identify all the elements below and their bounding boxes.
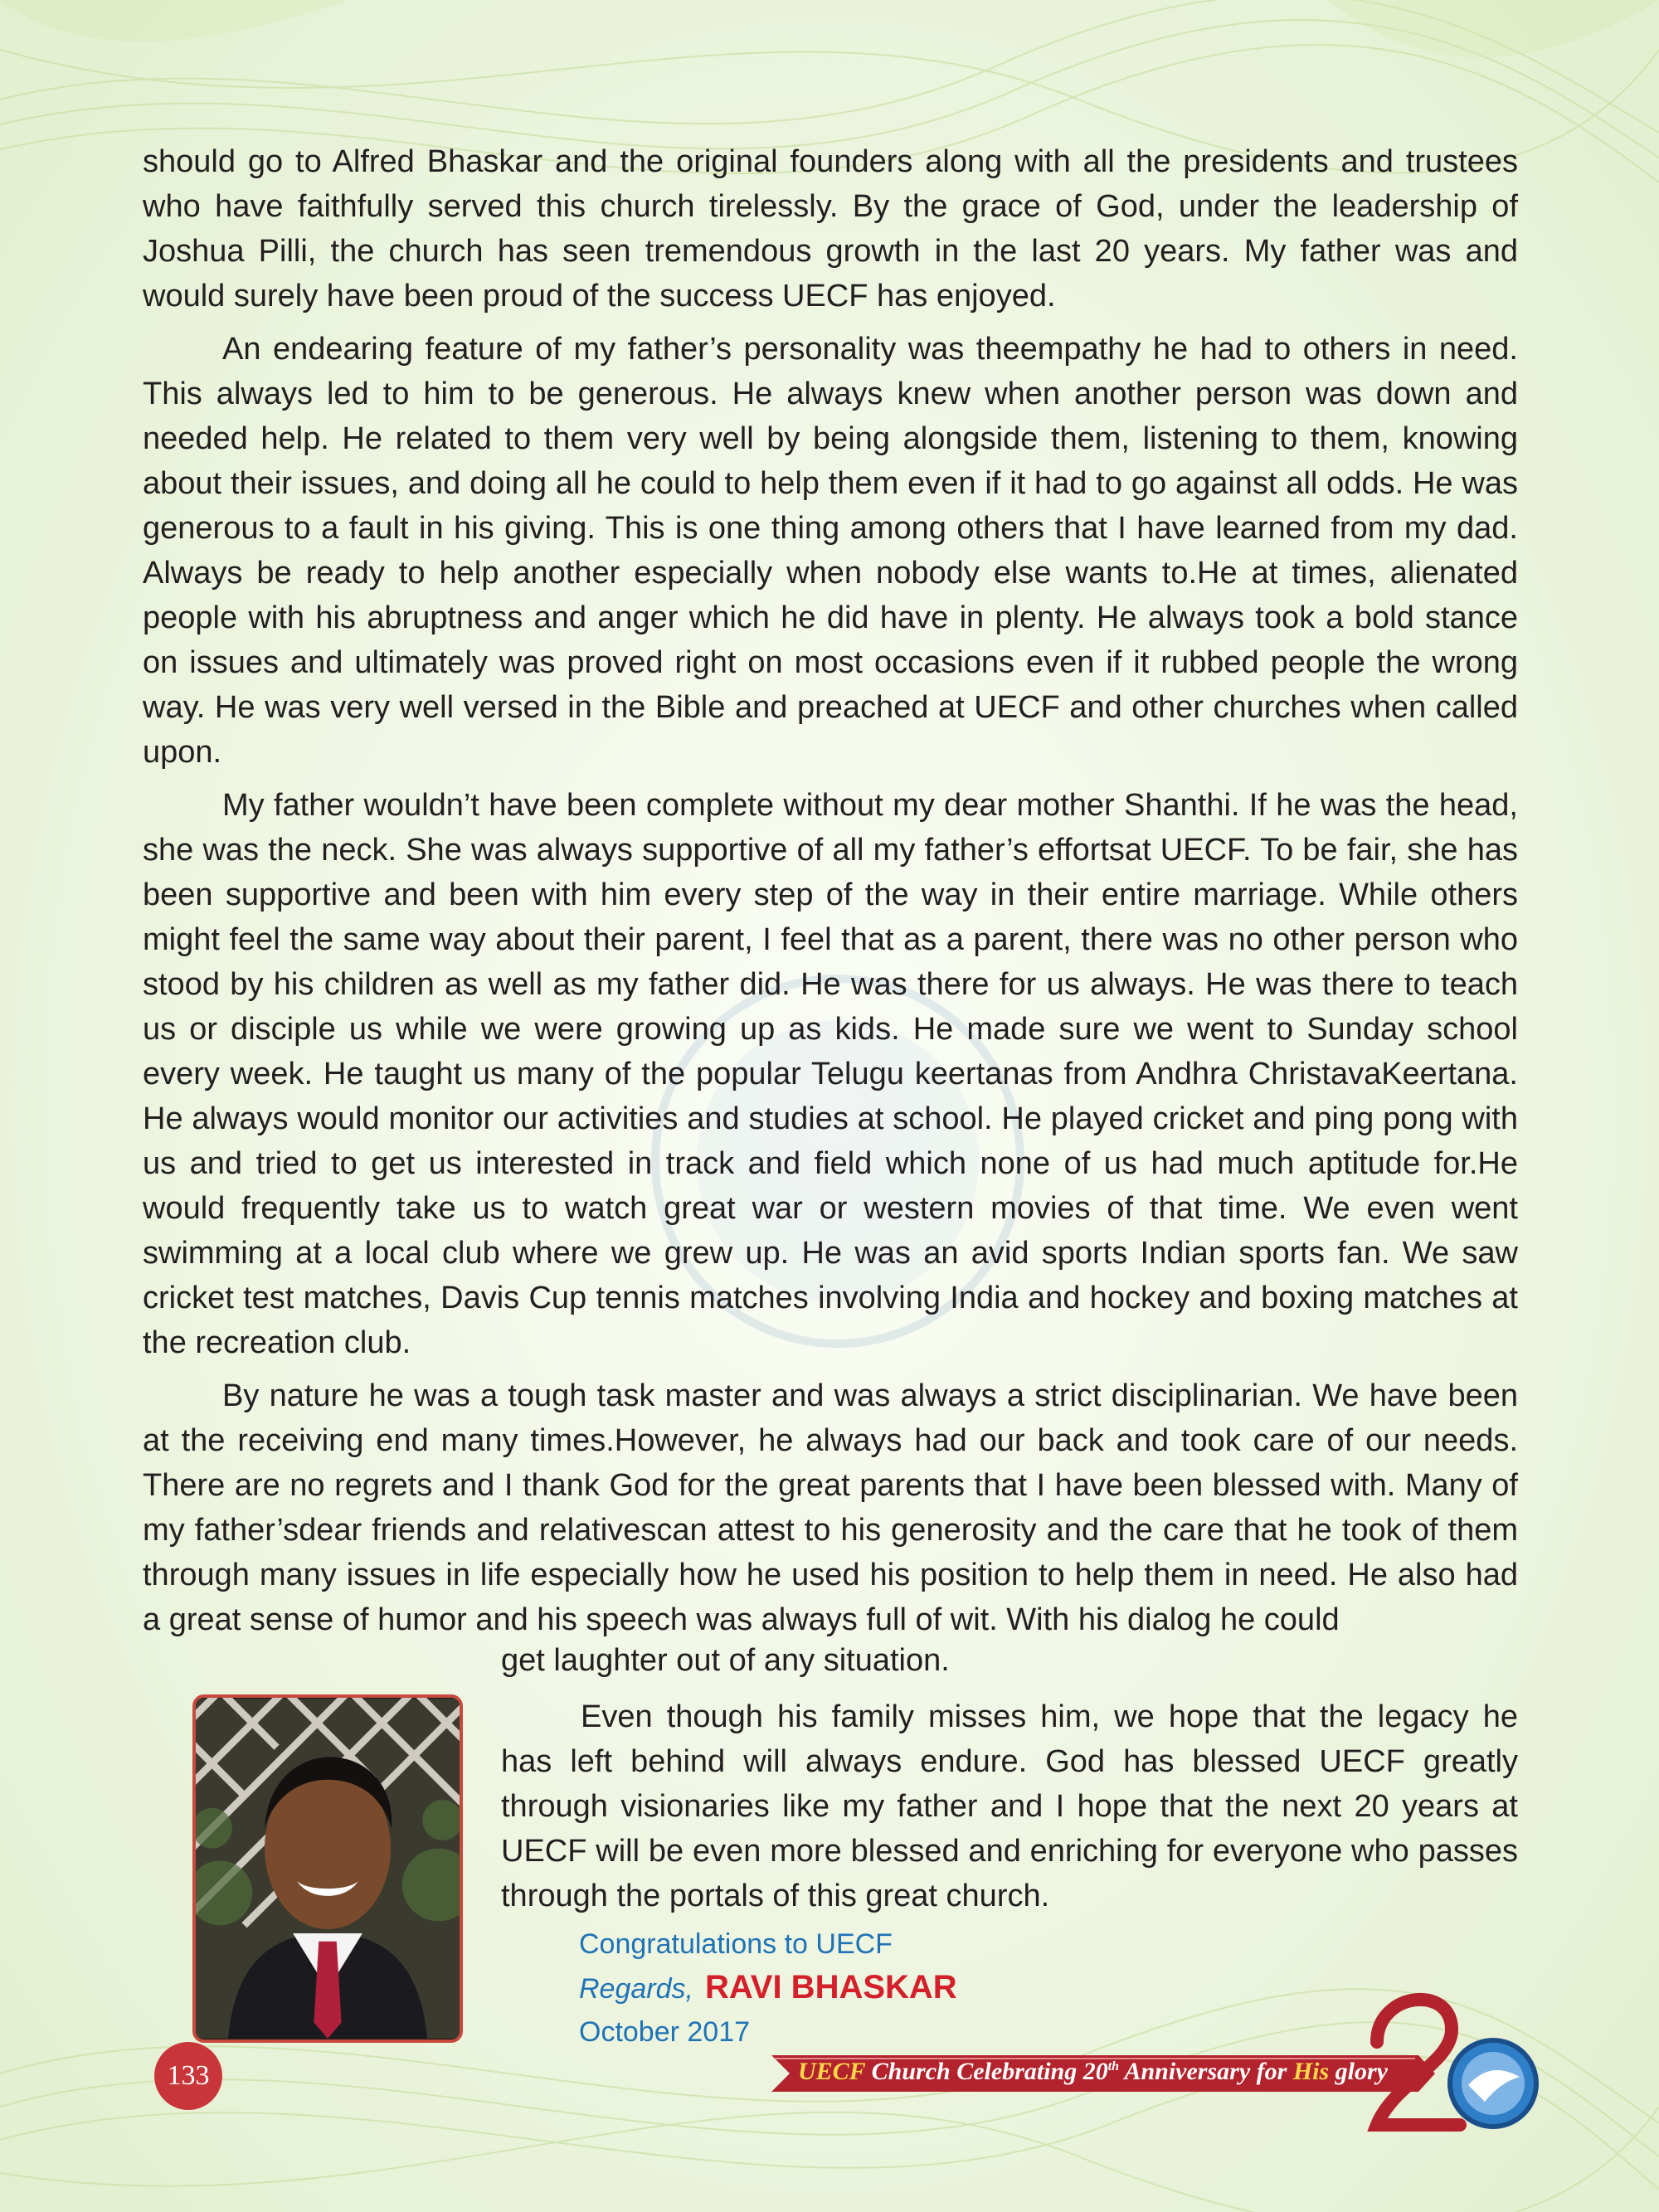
twenty-anniversary-logo <box>1360 1984 1543 2142</box>
author-portrait-photo <box>192 1694 463 2043</box>
banner-ordinal: th <box>1107 2059 1120 2073</box>
paragraph-4: By nature he was a tough task master and was always a strict disciplinarian. We have been at the receiving end many times.However, he always had our back and took care of our needs. There are no regrets and I thank God for the great parents that I have been blessed with. Many of my father’sdear friends and relativescan attest to his generosity and the care that he took of them through many issues in life especially how he used his position to help them in need. He also had a great sense of humor and his speech was always full of wit. With his dialog he could <box>143 1378 1518 1637</box>
paragraph-3: My father wouldn’t have been complete without my dear mother Shanthi. If he was the head, she was the neck. She was always supportive of all my father’s effortsat UECF. To be fair, she has been supportive and been with him every step of the way in their entire marriage. While others might feel the same way about their parent, I feel that as a parent, there was no other person who stood by his children as well as my father did. He was there for us always. He was there to teach us or disciple us while we were growing up as kids. He made sure we went to Sunday school every week. He taught us many of the popular Telugu keertanas from Andhra ChristavaKeertana. He always would monitor our activities and studies at school. He played cricket and ping pong with us and tried to get us interested in track and field which none of us had much aptitude for.He would frequently take us to watch great war or western movies of that time. We even went swimming at a local club where we grew up. He was an avid sports Indian sports fan. We saw cricket test matches, Davis Cup tennis matches involving India and hockey and boxing matches at the recreation club. <box>143 788 1518 1360</box>
banner-his: His <box>1292 2058 1330 2085</box>
congratulations-line: Congratulations to UECF <box>579 1928 893 1960</box>
banner-brand: UECF <box>798 2058 866 2085</box>
anniversary-banner-text <box>798 2058 1412 2086</box>
signature-date: October 2017 <box>579 2016 751 2048</box>
final-paragraph: Even though his family misses him, we hope that the legacy he has left behind will always endure. God has blessed UECF greatly through visionaries like my father and I hope that the next 20 years at UECF will be even more blessed and enriching for everyone who passes through the portals of this great church. <box>501 1699 1518 1913</box>
banner-text-part-3: glory <box>1335 2058 1388 2085</box>
author-name: RAVI BHASKAR <box>704 1969 957 2005</box>
page-number-badge: 133 <box>154 2042 222 2110</box>
signature-block <box>579 1923 957 2054</box>
paragraph-4-continuation: get laughter out of any situation. <box>501 1643 950 1678</box>
paragraph-1: should go to Alfred Bhaskar and the original founders along with all the presidents and trustees who have faithfully served this church tirelessly. By the grace of God, under the leadership of Joshua Pilli, the church has seen tremendous growth in the last 20 years. My father was and would surely have been proud of the success UECF has enjoyed. <box>143 144 1518 314</box>
banner-text-part-1: Church Celebrating 20 <box>871 2058 1108 2085</box>
regards-label: Regards, <box>579 1973 693 2005</box>
banner-text-part-2: Anniversary for <box>1124 2058 1287 2085</box>
paragraph-2: An endearing feature of my father’s personality was theempathy he had to others in need. This always led to him to be generous. He always knew when another person was down and needed help. He related to them very well by being alongside them, listening to them, knowing about their issues, and doing all he could to help them even if it had to go against all odds. He was generous to a fault in his giving. This is one thing among others that I have learned from my dad. Always be ready to help another especially when nobody else wants to.He at times, alienated people with his abruptness and anger which he did have in plenty. He always took a bold stance on issues and ultimately was proved right on most occasions even if it rubbed people the wrong way. He was very well versed in the Bible and preached at UECF and other churches when called upon. <box>143 332 1518 770</box>
regards-line <box>579 1966 957 2010</box>
article-body <box>143 139 1518 1650</box>
closing-section <box>501 1638 1518 1918</box>
